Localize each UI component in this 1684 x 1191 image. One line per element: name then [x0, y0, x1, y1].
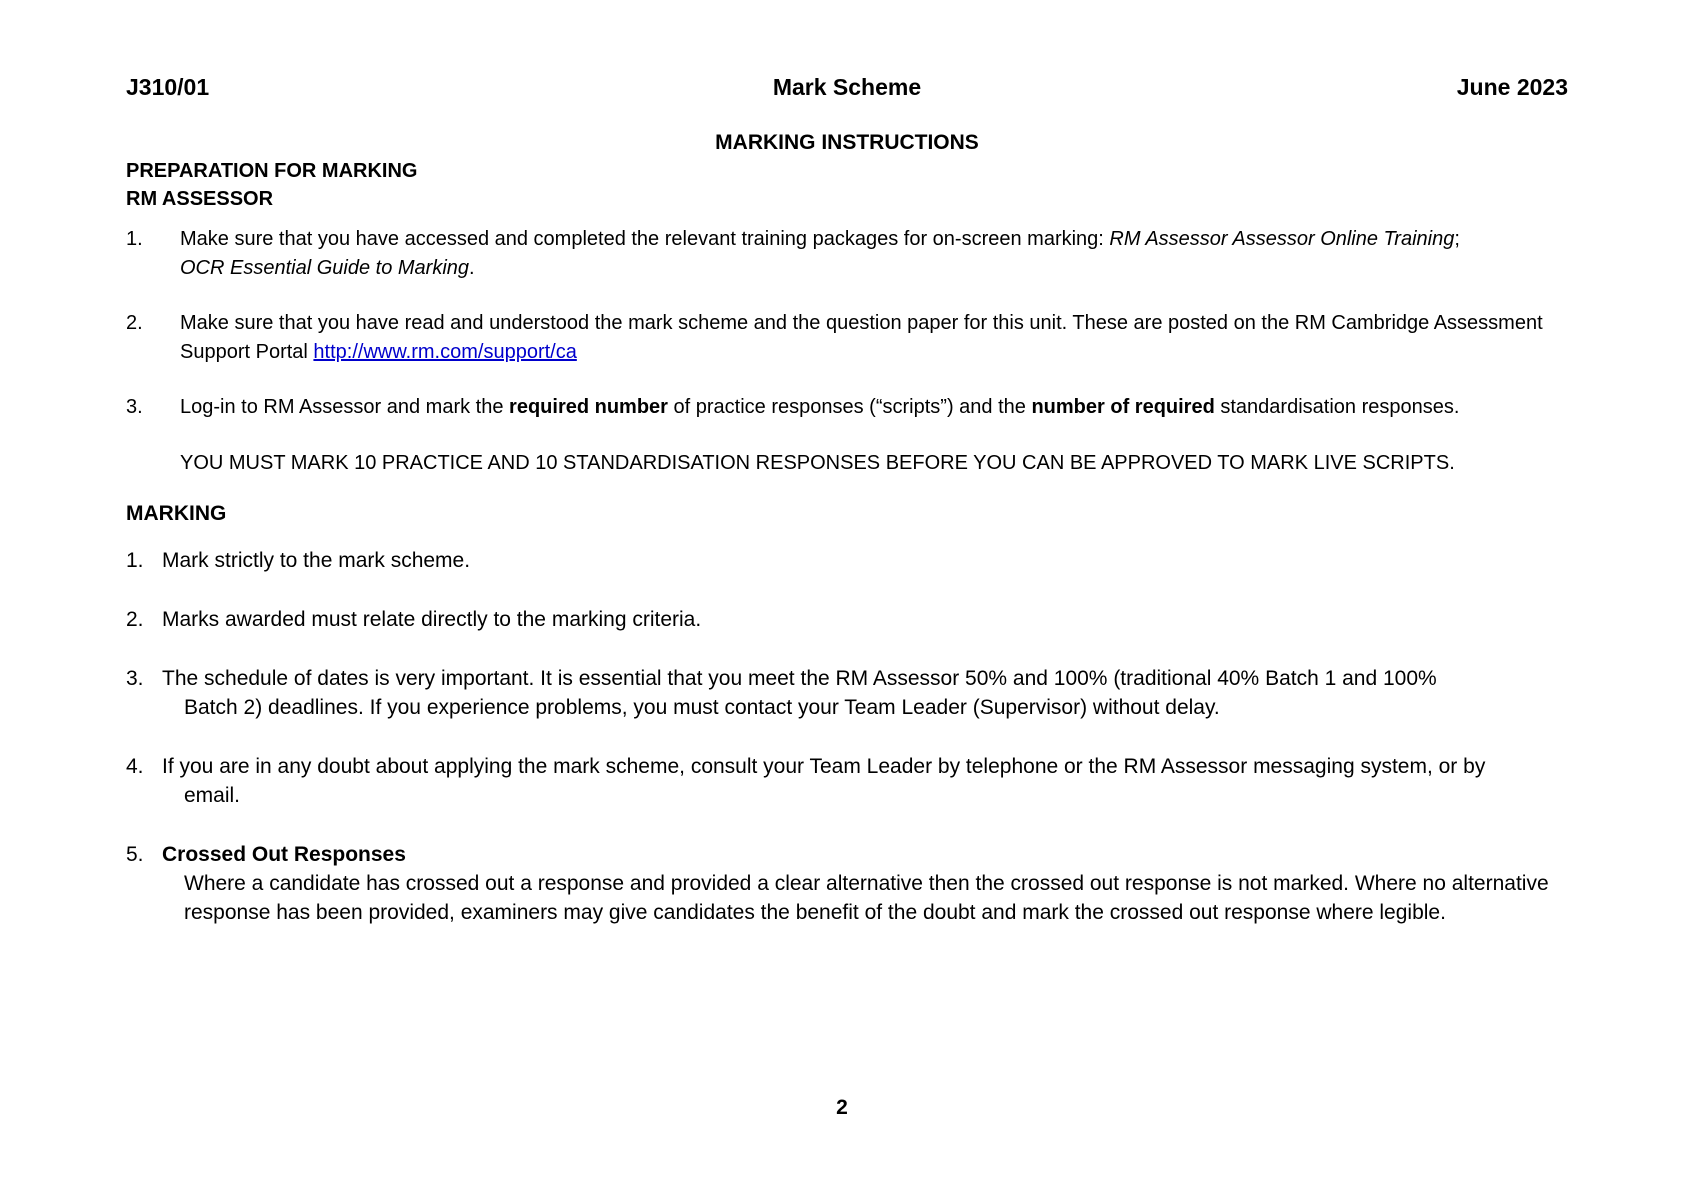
item-text: [180, 309, 1580, 367]
preparation-heading: PREPARATION FOR MARKING: [126, 160, 418, 182]
text-run: ;: [1454, 228, 1460, 250]
crossed-out-heading: Crossed Out Responses: [162, 843, 406, 866]
header-title: Mark Scheme: [772, 74, 922, 100]
training-name: RM Assessor Assessor Online Training: [1109, 228, 1455, 250]
item-number: 4.: [126, 755, 144, 778]
item-text-continuation: Where a candidate has crossed out a response and provided a clear alternative then the crossed out response is not marked. Where no alternative response has been provided, examiners may give candidates the benefit of the doubt and mark the crossed out response where legible.: [184, 872, 1549, 924]
text-run: .: [469, 257, 475, 279]
item-text: Marks awarded must relate directly to the marking criteria.: [162, 608, 702, 631]
item-text: If you are in any doubt about applying the mark scheme, consult your Team Leader by telephone or the RM Assessor messaging system, or by: [162, 755, 1486, 778]
bold-text: required number: [509, 396, 668, 418]
text-run: of practice responses (“scripts”) and the: [667, 396, 1032, 418]
item-number: 2.: [126, 608, 144, 631]
guide-name: OCR Essential Guide to Marking: [180, 257, 470, 279]
item-text-continuation: Batch 2) deadlines. If you experience problems, you must contact your Team Leader (Supervisor) without delay.: [184, 696, 1220, 719]
text-run: standardisation responses.: [1214, 396, 1460, 418]
item-number: 1.: [126, 549, 144, 572]
item-number: 1.: [126, 228, 143, 250]
text-run: Make sure that you have read and understood the mark scheme and the question paper for this unit. These are posted on the RM Cambridge Assessment Support Portal: [180, 312, 1543, 363]
text-run: Log-in to RM Assessor and mark the: [180, 396, 510, 418]
practice-notice: YOU MUST MARK 10 PRACTICE AND 10 STANDARDISATION RESPONSES BEFORE YOU CAN BE APPROVED TO MARK LIVE SCRIPTS.: [180, 452, 1455, 474]
page-number: 2: [836, 1096, 848, 1119]
item-text-continuation: email.: [184, 784, 241, 807]
support-portal-link[interactable]: http://www.rm.com/support/ca: [313, 341, 577, 363]
item-text: [180, 393, 1580, 422]
item-number: 3.: [126, 667, 144, 690]
item-number: 2.: [126, 312, 143, 334]
item-number: 3.: [126, 396, 143, 418]
item-number: 5.: [126, 843, 144, 866]
rm-assessor-heading: RM ASSESSOR: [126, 188, 274, 210]
marking-heading: MARKING: [126, 502, 227, 525]
paper-code: J310/01: [126, 74, 210, 100]
page-title: MARKING INSTRUCTIONS: [715, 131, 979, 154]
text-run: Make sure that you have accessed and completed the relevant training packages for on-screen marking:: [180, 228, 1110, 250]
header-date: June 2023: [1456, 74, 1568, 100]
bold-text: number of required: [1031, 396, 1215, 418]
page-header: [126, 74, 1568, 104]
item-text: Mark strictly to the mark scheme.: [162, 549, 471, 572]
item-text: [180, 225, 1580, 283]
item-text: The schedule of dates is very important. It is essential that you meet the RM Assessor 50% and 100% (traditional 40% Batch 1 and 100%: [162, 667, 1437, 690]
